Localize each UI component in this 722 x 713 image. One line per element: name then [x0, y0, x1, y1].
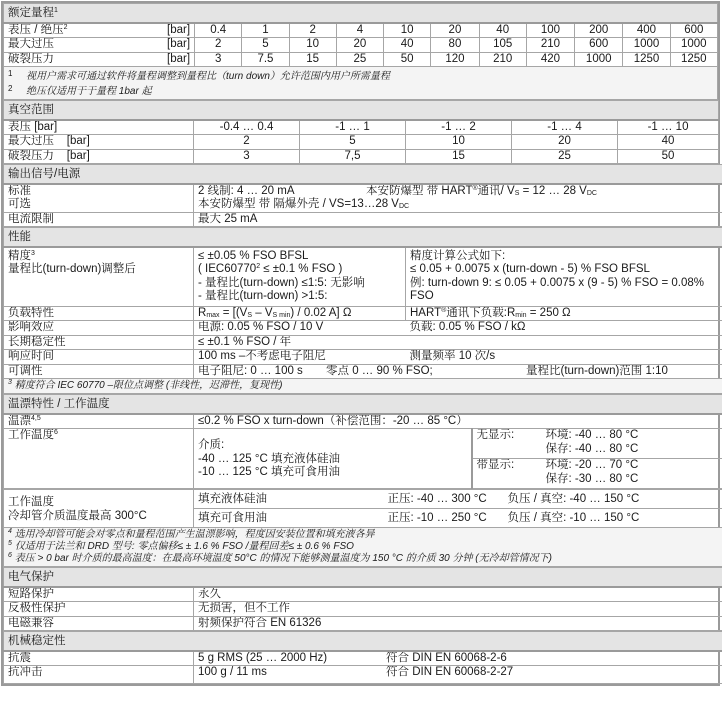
value-cell: 10: [406, 135, 512, 150]
vacuum-range-table: [3, 100, 719, 164]
section-title-vacuum-range: 真空范围: [4, 101, 719, 120]
load-formula: $R_{max} = [(V_S - V_{S min}) / 0.02$ A] Ω: [194, 306, 406, 321]
positive-pressure-range: 正压: -40 … 300 °C: [384, 490, 504, 509]
adjustability-values: [194, 364, 722, 379]
influence-supply: 电源: 0.05 % FSO / 10 V: [194, 321, 406, 336]
fluid-silicone: 填充液体硅油: [194, 490, 384, 509]
value-cell: 7.5: [242, 52, 289, 67]
section-title-electrical: 电气保护: [4, 568, 722, 587]
row-label: 工作温度$^6$: [4, 429, 194, 489]
row-label: 表压 / 绝压$^2$: [4, 23, 145, 38]
row-label: 破裂压力 [bar]: [4, 149, 194, 164]
footnote: $^6$ 表压 > 0 bar 时介质的最高温度：在最高环境温度 50°C 的情况下能够测量温度为 150 °C 的介质 30 分钟 (无冷却管情况下): [8, 552, 552, 564]
row-label: 负载特性: [4, 306, 194, 321]
value-cell: 80: [431, 38, 479, 53]
measure-frequency: 测量频率 10 次/s: [406, 350, 722, 365]
footnote: 2 绝压仅适用于于量程 1bar 起: [8, 84, 152, 97]
spec-sheet: [1, 1, 720, 686]
section-title-output: 输出信号/电源: [4, 165, 722, 184]
table-row: [4, 120, 719, 135]
table-row: [4, 321, 722, 336]
section-title-rated-range: 额定量程$^1$: [4, 4, 718, 23]
unit-label: [bar]: [144, 38, 194, 53]
accuracy-line: ≤ ±0.05 % FSO BFSL: [198, 249, 309, 262]
value-cell: 400: [623, 23, 670, 38]
medium-edible: -10 … 125 °C 填充可食用油: [198, 466, 340, 478]
row-value: 射频保护符合 EN 61326: [194, 616, 722, 631]
footnote: 精度符合 IEC 60770 –限位点调整 (非线性，迟滞性，复现性): [14, 380, 283, 391]
row-label: 电磁兼容: [4, 616, 194, 631]
value-cell: 15: [406, 149, 512, 164]
medium-label: 介质:: [198, 439, 225, 451]
table-row: [4, 247, 722, 307]
negative-pressure-range: 负压 / 真空: -40 … 150 °C: [504, 490, 722, 509]
row-label: 抗冲击: [4, 666, 194, 684]
optional-value: 本安防爆型 带 隔爆外壳 / VS=13…28 $V_{DC}$: [198, 198, 410, 210]
table-row: [4, 414, 722, 429]
unit-label: [bar]: [144, 52, 194, 67]
optional-label: 可选: [8, 198, 31, 210]
response-time: 100 ms –不考虑电子阻尼: [194, 350, 406, 365]
value-cell: 2: [289, 23, 336, 38]
value-cell: 1000: [623, 38, 670, 53]
load-hart: HART®通讯下负载$:R_{min} = 250$ Ω: [406, 306, 722, 321]
value-cell: 10: [384, 23, 431, 38]
footnotes: [4, 67, 718, 100]
row-label: 可调性: [4, 364, 194, 379]
table-row: [4, 149, 719, 164]
standard-label: 标准: [8, 184, 31, 197]
table-row: [4, 23, 718, 38]
medium-temperature: [194, 429, 472, 489]
value-cell: 10: [289, 38, 336, 53]
accuracy-label: 精度: [8, 249, 31, 262]
value-cell: 120: [431, 52, 479, 67]
standard-wiring: 2 线制: 4 … 20 mA: [198, 184, 295, 197]
footnote: 1 视用户需求可通过软件将量程调整到量程比（turn down）允许范围内用户所需量程: [8, 69, 390, 82]
no-display-values: 环境: -40 … 80 °C 保存: -40 … 80 °C: [542, 429, 722, 459]
section-title-performance: 性能: [4, 228, 722, 247]
formula-line: 精度计算公式如下:: [410, 249, 506, 262]
table-row: [4, 364, 722, 379]
accuracy-values: [194, 247, 406, 307]
current-limit-value: 最大 25 mA: [194, 212, 722, 227]
value-cell: 50: [618, 149, 719, 164]
value-cell: 105: [479, 38, 526, 53]
rated-range-table: [3, 3, 718, 100]
value-cell: -1 … 2: [406, 120, 512, 135]
display-values: 环境: -20 … 70 °C 保存: -30 … 80 °C: [542, 459, 722, 489]
row-value: 永久: [194, 587, 722, 602]
value-cell: 50: [384, 52, 431, 67]
value-cell: 25: [336, 52, 383, 67]
value-cell: 5: [300, 135, 406, 150]
row-value: 无损害，但不工作: [194, 602, 722, 617]
value-cell: 5: [242, 38, 289, 53]
row-label: 温漂$^{4,5}$: [4, 414, 194, 429]
value-cell: 20: [431, 23, 479, 38]
medium-silicone: -40 … 125 °C 填充液体硅油: [198, 452, 340, 465]
electrical-protection-table: [3, 567, 722, 631]
row-label: 电流限制: [4, 212, 194, 227]
table-row: [4, 651, 722, 666]
row-label: 反极性保护: [4, 602, 194, 617]
row-label: 工作温度 冷却管介质温度最高 300°C: [4, 490, 194, 528]
zero-value: 零点 0 … 90 % FSO;: [326, 364, 433, 377]
accuracy-line: ( $IEC60770^2 \le \pm 0.1$ % FSO ): [198, 263, 343, 275]
formula-line: FSO: [410, 290, 434, 302]
row-value: 5 g RMS (25 … 2000 Hz) 符合 DIN EN 60068-2-6: [194, 651, 722, 666]
display-label: 带显示:: [472, 459, 542, 489]
standard-hart: 本安防爆型 带 HART®通讯/ $V_S = 12$ … 28 $V_{DC}$: [366, 184, 597, 197]
value-cell: 40: [618, 135, 719, 150]
value-cell: -1 … 4: [512, 120, 618, 135]
formula-line: ≤ 0.05 + 0.0075 x (turn-down - 5) % FSO BFSL: [410, 263, 650, 275]
value-cell: 2: [195, 38, 242, 53]
value-cell: 1000: [575, 52, 623, 67]
value-cell: 1: [242, 23, 289, 38]
section-title-temperature: 温漂特性 / 工作温度: [4, 395, 722, 414]
footnote: $^5$ 仅适用于法兰和 DRD 型号: 零点偏移≤ ± 1.6 % FSO /量程回差≤ ± 0.6 % FSO: [8, 540, 354, 552]
drift-value: ≤0.2 % FSO x turn-down（补偿范围：-20 … 85 °C）: [194, 414, 722, 429]
value-cell: 600: [670, 23, 717, 38]
row-label: 影响效应: [4, 321, 194, 336]
accuracy-formula: [406, 247, 722, 307]
table-row: [4, 666, 722, 684]
table-row: [4, 490, 722, 509]
value-cell: 1250: [623, 52, 670, 67]
table-row: [4, 184, 722, 213]
output-signal-table: [3, 164, 722, 227]
value-cell: 1000: [670, 38, 717, 53]
table-row: [4, 38, 718, 53]
row-label: 抗震: [4, 651, 194, 666]
value-cell: 600: [575, 38, 623, 53]
row-label: 最大过压 [bar]: [4, 135, 194, 150]
row-value: 100 g / 11 ms 符合 DIN EN 60068-2-27: [194, 666, 722, 684]
table-row: [4, 429, 722, 459]
table-row: [4, 52, 718, 67]
temperature-table: [3, 394, 722, 489]
table-row: [4, 135, 719, 150]
table-row: [4, 616, 722, 631]
value-cell: 210: [479, 52, 526, 67]
no-display-label: 无显示:: [472, 429, 542, 459]
negative-pressure-range: 负压 / 真空: -10 … 150 °C: [504, 509, 722, 528]
value-cell: -0.4 … 0.4: [194, 120, 300, 135]
turndown-label: 量程比(turn-down)调整后: [8, 263, 136, 275]
row-label: 长期稳定性: [4, 335, 194, 350]
footnotes: $^3$ 精度符合 IEC 60770 –限位点调整 (非线性，迟滞性，复现性): [4, 379, 722, 394]
row-label: 最大过压: [4, 38, 145, 53]
value-cell: 4: [336, 23, 383, 38]
footnote: $^4$ 选用冷却管可能会对零点和量程范围产生温漂影响，程度因安装位置和填充液各异: [8, 528, 375, 540]
row-label: 响应时间: [4, 350, 194, 365]
influence-load: 负载: 0.05 % FSO / kΩ: [406, 321, 722, 336]
mechanical-stability-table: [3, 631, 722, 684]
value-cell: 3: [195, 52, 242, 67]
value-cell: 210: [526, 38, 574, 53]
table-row: [4, 350, 722, 365]
value-cell: -1 … 1: [300, 120, 406, 135]
value-cell: 420: [526, 52, 574, 67]
value-cell: 7,5: [300, 149, 406, 164]
value-cell: 25: [512, 149, 618, 164]
cooling-table: [3, 489, 722, 567]
table-row: [4, 335, 722, 350]
row-label: 表压 [bar]: [4, 120, 194, 135]
damping-value: 电子阻尼: 0 … 100 s: [198, 364, 303, 377]
table-row: [4, 306, 722, 321]
row-label: 精度$^3$ 量程比(turn-down)调整后: [4, 247, 194, 307]
performance-table: [3, 227, 722, 394]
turndown-range: 量程比(turn-down)范围 1:10: [526, 364, 668, 377]
value-cell: 20: [512, 135, 618, 150]
output-values: [194, 184, 722, 213]
formula-line: 例: turn-down 9: ≤ 0.05 + 0.0075 x (9 - 5) % FSO = 0.08%: [410, 276, 704, 289]
row-label: 破裂压力: [4, 52, 145, 67]
accuracy-line: - 量程比(turn-down) >1:5:: [198, 290, 328, 302]
value-cell: -1 … 10: [618, 120, 719, 135]
row-label: [4, 184, 194, 213]
value-cell: 15: [289, 52, 336, 67]
value-cell: 40: [384, 38, 431, 53]
value-cell: 40: [479, 23, 526, 38]
value-cell: 1250: [670, 52, 717, 67]
fluid-edible: 填充可食用油: [194, 509, 384, 528]
value-cell: 200: [575, 23, 623, 38]
value-cell: 3: [194, 149, 300, 164]
row-label: 短路保护: [4, 587, 194, 602]
table-row: [4, 587, 722, 602]
positive-pressure-range: 正压: -10 … 250 °C: [384, 509, 504, 528]
unit-label: [bar]: [144, 23, 194, 38]
standard-ref: 符合 DIN EN 60068-2-27: [386, 666, 514, 678]
value-cell: 100: [526, 23, 574, 38]
section-title-mechanical: 机械稳定性: [4, 632, 722, 651]
accuracy-line: - 量程比(turn-down) ≤1:5: 无影响: [198, 276, 365, 289]
footnotes: [4, 528, 722, 567]
standard-value: [198, 185, 718, 199]
table-row: [4, 212, 722, 227]
value-cell: 2: [194, 135, 300, 150]
table-row: [4, 602, 722, 617]
value-cell: 20: [336, 38, 383, 53]
stability-value: ≤ ±0.1 % FSO / 年: [194, 335, 722, 350]
value-cell: 0.4: [195, 23, 242, 38]
standard-ref: 符合 DIN EN 60068-2-6: [386, 651, 507, 664]
